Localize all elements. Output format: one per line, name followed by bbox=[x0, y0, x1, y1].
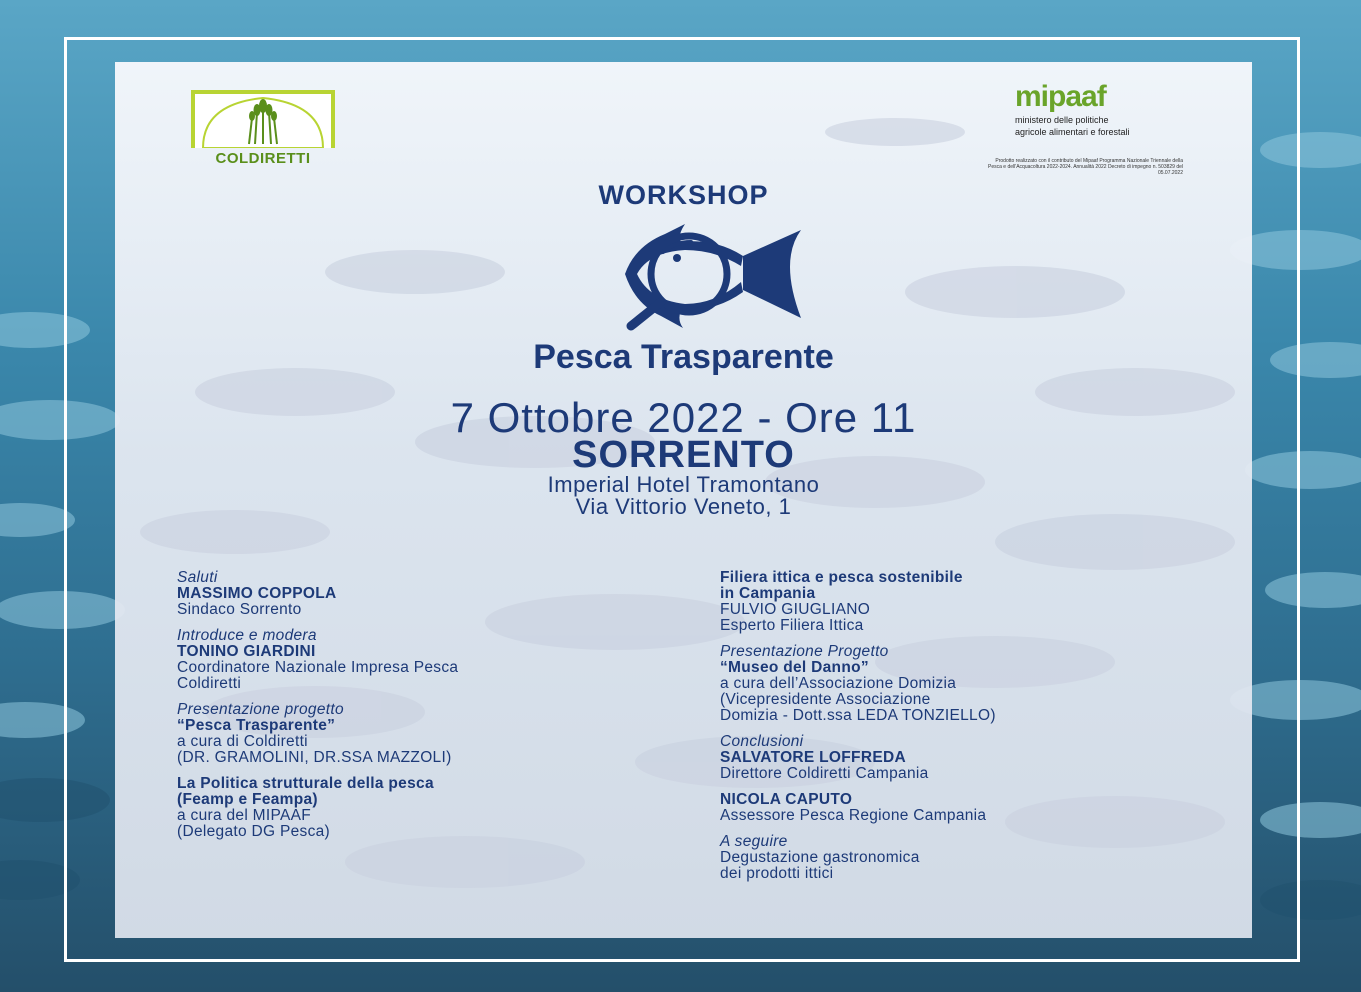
program-right-column bbox=[720, 570, 1220, 892]
mipaaf-wordmark: mipaaf bbox=[1015, 80, 1106, 113]
wheat-emblem-icon bbox=[195, 94, 331, 148]
event-title: Pesca Trasparente bbox=[533, 338, 834, 376]
program-item: Presentazione Progetto “Museo del Danno” a cura dell’Associazione Domizia (Vicepresidente Associazione Domizia - Dott.ssa LEDA TONZIELLO) bbox=[720, 643, 996, 724]
program-item: Saluti MASSIMO COPPOLA Sindaco Sorrento bbox=[177, 569, 337, 618]
workshop-label: WORKSHOP bbox=[598, 180, 769, 210]
mipaaf-subtitle: ministero delle politiche agricole alimentari e forestali bbox=[1015, 115, 1130, 137]
event-date: 7 Ottobre 2022 - Ore 11 bbox=[450, 394, 917, 441]
fish-magnifier-icon bbox=[565, 216, 815, 332]
program-item: La Politica strutturale della pesca (Feamp e Feampa) a cura del MIPAAF (Delegato DG Pesca) bbox=[177, 775, 434, 840]
program-item: Filiera ittica e pesca sostenibile in Campania FULVIO GIUGLIANO Esperto Filiera Ittica bbox=[720, 569, 963, 634]
poster-panel bbox=[115, 62, 1252, 938]
mipaaf-fine-print: Prodotto realizzato con il contributo del Mipaaf Programma Nazionale Triennale della Pesca e dell'Acquacoltura 2022-2024. Annualità 2022 Decreto di impegno n. 503829 del 05.07.2022 bbox=[988, 158, 1183, 176]
event-address: Via Vittorio Veneto, 1 bbox=[575, 494, 792, 519]
event-venue: Imperial Hotel Tramontano bbox=[547, 472, 820, 497]
program-item: Conclusioni SALVATORE LOFFREDA Direttore Coldiretti Campania bbox=[720, 733, 929, 782]
program-item: Introduce e modera TONINO GIARDINI Coordinatore Nazionale Impresa Pesca Coldiretti bbox=[177, 627, 459, 692]
coldiretti-wordmark: COLDIRETTI bbox=[215, 150, 311, 167]
program-item: NICOLA CAPUTO Assessore Pesca Regione Campania bbox=[720, 791, 987, 824]
event-city: SORRENTO bbox=[572, 434, 795, 476]
program-item: A seguire Degustazione gastronomica dei prodotti ittici bbox=[720, 833, 920, 882]
program-item: Presentazione progetto “Pesca Trasparente” a cura di Coldiretti (DR. GRAMOLINI, DR.SSA MAZZOLI) bbox=[177, 701, 452, 766]
coldiretti-logo bbox=[191, 90, 335, 170]
mipaaf-logo bbox=[983, 80, 1183, 180]
program-left-column bbox=[177, 570, 657, 850]
